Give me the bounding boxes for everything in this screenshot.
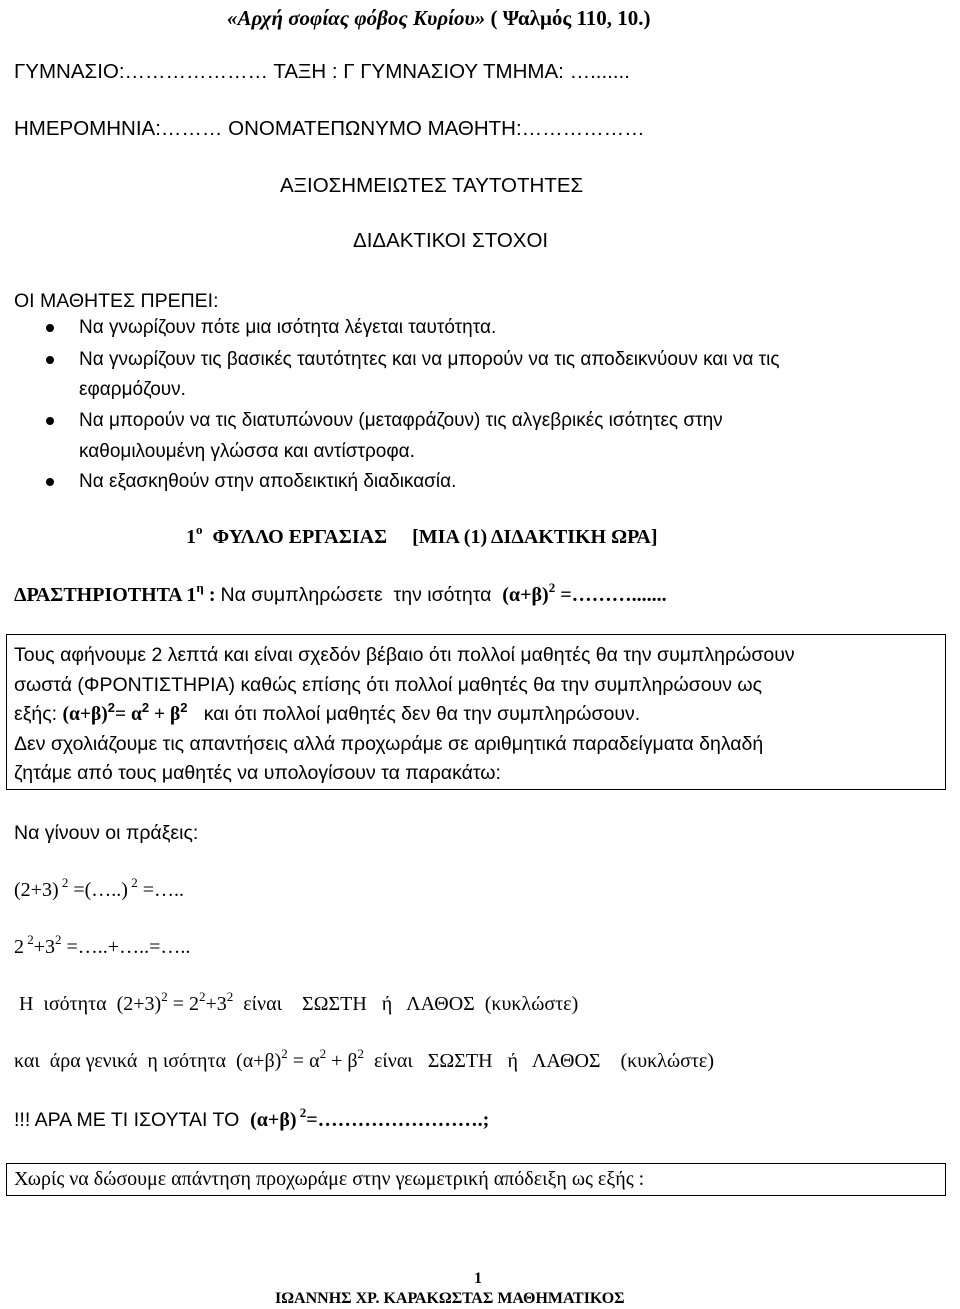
s2-b: = α [287,1050,320,1072]
exp: 2 [55,932,62,948]
teacher-note-line-2: σωστά (ΦΡΟΝΤΙΣΤΗΡΙΑ) καθώς επίσης ότι πολλοί μαθητές θα την συμπληρώσουν ως [14,674,763,696]
activity-colon: : [203,584,221,606]
exp: 2 [357,1046,365,1062]
objective-2-line-1: Να γνωρίζουν τις βασικές ταυτότητες και να μπορούν να τις αποδεικνύουν και να τις [79,349,780,370]
footer-author: ΙΩΑΝΝΗΣ ΧΡ. ΚΑΡΑΚΩΣΤΑΣ ΜΑΘΗΜΑΤΙΚΟΣ [275,1290,625,1307]
bullet-dot [46,478,54,486]
motto [227,6,651,30]
s2-c: + β [326,1050,358,1072]
op1-base: (2+3) [14,879,59,901]
objective-1: Να γνωρίζουν πότε μια ισότητα λέγεται ταυτότητα. [79,317,497,338]
activity-expression: (α+β) [502,584,549,606]
exp: 2 [296,1105,307,1121]
exp: 2 [281,1046,288,1062]
statement-general [14,1046,714,1073]
s1-a: Η ισότητα (2+3) [14,993,162,1015]
activity-ordinal: η [196,580,204,596]
exp: 2 [319,1046,327,1062]
bullet-dot [46,417,54,425]
motto-reference: ( Ψαλμός 110, 10.) [485,6,651,30]
s2-a: και άρα γενικά η ισότητα (α+β) [14,1050,282,1072]
exp: 2 [161,989,168,1005]
objectives-heading: ΔΙΔΑΚΤΙΚΟΙ ΣΤΟΧΟΙ [353,229,549,252]
wrong-identity-lhs: (α+β) [62,704,108,725]
operation-2 [14,932,191,959]
exp: 2 [127,875,138,891]
objective-3-line-1: Να μπορούν να τις διατυπώνουν (μεταφράζουν) τις αλγεβρικές ισότητες στην [79,410,723,431]
conclusion-expr: (α+β) [250,1109,297,1131]
school-class-line: ΓΥΜΝΑΣΙΟ:………………… ΤΑΞΗ : Γ ΓΥΜΝΑΣΙΟΥ ΤΜΗΜΑ: …....... [14,60,630,83]
op1-tail: =….. [137,879,184,901]
teacher-note-line-4: Δεν σχολιάζουμε τις απαντήσεις αλλά προχωράμε σε αριθμητικά παραδείγματα δηλαδή [14,733,764,755]
teacher-note-line-3 [14,700,640,729]
wrong-identity-plus: + β [149,704,181,725]
exp: 2 [141,699,150,715]
teacher-note-lead: εξής: [14,703,63,725]
conclusion-question [14,1105,490,1132]
s2-d: είναι ΣΩΣΤΗ ή ΛΑΘΟΣ (κυκλώστε) [364,1050,714,1072]
op1-mid: =(…..) [68,879,128,901]
s1-b: = 2 [167,993,199,1015]
exp: 2 [24,932,34,948]
teacher-note-line-1: Τους αφήνουμε 2 λεπτά και είναι σχεδόν βέβαιο ότι πολλοί μαθητές θα την συμπληρώσουν [14,644,795,666]
s1-d: είναι ΣΩΣΤΗ ή ΛΑΘΟΣ (κυκλώστε) [233,993,579,1015]
exp: 2 [107,699,116,715]
worksheet-ordinal: ο [196,522,203,538]
op2-mid: +3 [33,936,56,958]
students-must-heading: ΟΙ ΜΑΘΗΤΕΣ ΠΡΕΠΕΙ: [14,290,219,312]
page-title: ΑΞΙΟΣΗΜΕΙΩΤΕΣ ΤΑΥΤΟΤΗΤΕΣ [280,174,584,197]
bullet-dot [46,324,54,332]
motto-quote: «Αρχή σοφίας φόβος Κυρίου» [227,6,486,30]
operations-heading: Να γίνουν οι πράξεις: [14,822,199,844]
teacher-note-tail: και ότι πολλοί μαθητές δεν θα την συμπληρώσουν. [187,703,641,725]
operation-1 [14,875,184,902]
activity-exponent: 2 [548,580,556,596]
worksheet-heading [186,522,658,549]
exp: 2 [199,989,206,1005]
date-name-line: ΗΜΕΡΟΜΗΝΙΑ:……… ΟΝΟΜΑΤΕΠΩΝΥΜΟ ΜΑΘΗΤΗ:……………… [14,117,645,140]
wrong-identity-eq: = α [115,704,142,725]
bullet-dot [46,356,54,364]
exp: 2 [180,699,188,715]
activity-blank: =………....... [555,584,667,606]
conclusion-blank: =…………………….; [306,1109,490,1131]
worksheet-number: 1 [186,526,196,548]
geometric-proof-text: Χωρίς να δώσουμε απάντηση προχωράμε στην γεωμετρική απόδειξη ως εξής : [14,1168,645,1190]
exp: 2 [58,875,69,891]
exp: 2 [226,989,234,1005]
activity-instruction: Να συμπληρώσετε την ισότητα [220,584,503,606]
statement-numeric [14,989,579,1016]
objective-3-line-2: καθομιλουμένη γλώσσα και αντίστροφα. [79,441,415,462]
s1-c: +3 [205,993,227,1015]
op2-tail: =…..+…..=….. [61,936,191,958]
op2-base: 2 [14,936,24,958]
activity-label: ΔΡΑΣΤΗΡΙΟΤΗΤΑ 1 [14,584,197,606]
worksheet-label: ΦΥΛΛΟ ΕΡΓΑΣΙΑΣ [ΜΙΑ (1) ΔΙΔΑΚΤΙΚΗ ΩΡΑ] [202,526,658,548]
activity-line [14,580,667,607]
page-number: 1 [474,1270,482,1287]
objective-4: Να εξασκηθούν στην αποδεικτική διαδικασία. [79,471,457,492]
objective-2-line-2: εφαρμόζουν. [79,379,186,400]
teacher-note-line-5: ζητάμε από τους μαθητές να υπολογίσουν τα παρακάτω: [14,762,501,784]
conclusion-lead: !!! ΑΡΑ ΜΕ ΤΙ ΙΣΟΥΤΑΙ ΤΟ [14,1109,251,1131]
